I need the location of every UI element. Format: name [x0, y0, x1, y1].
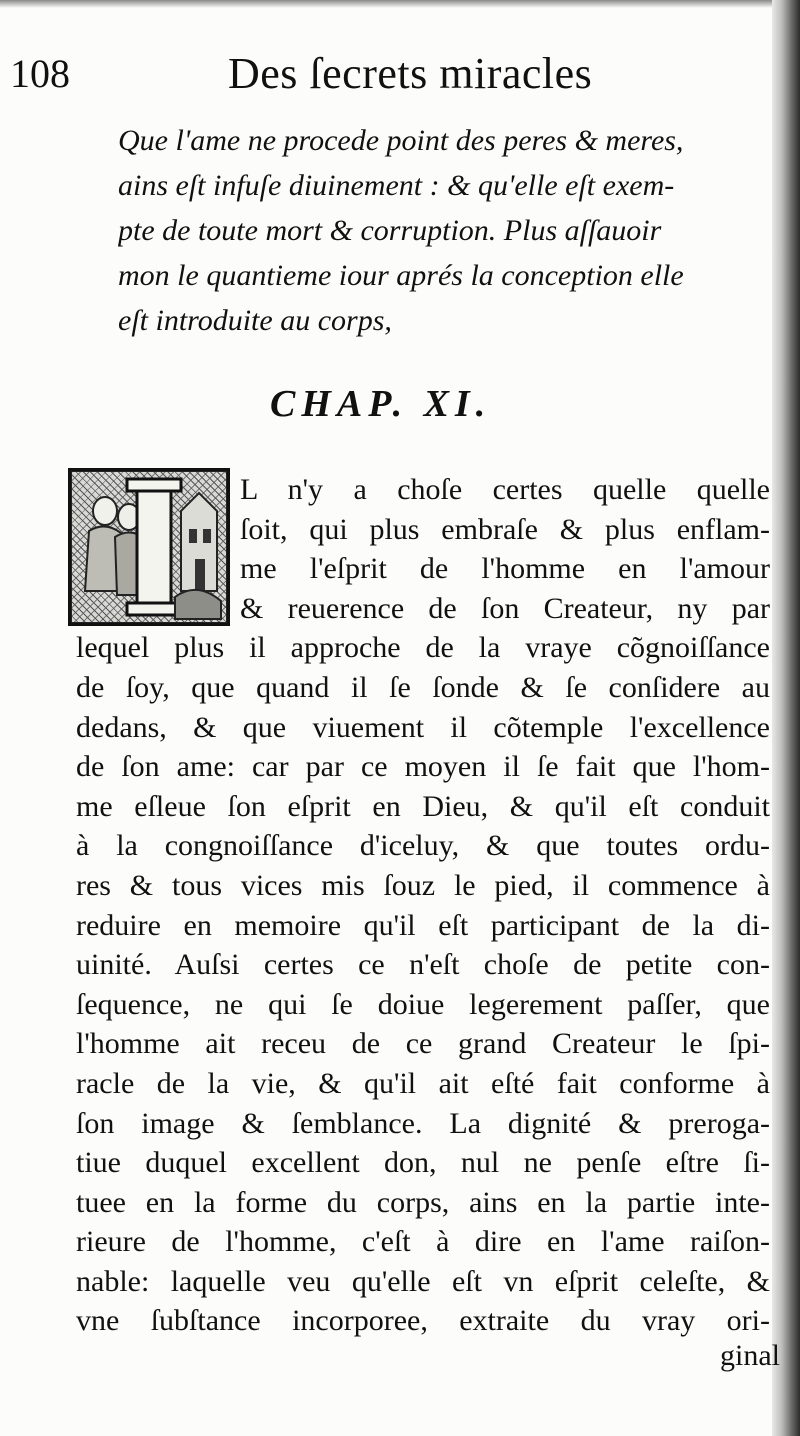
chapter-body — [76, 470, 770, 1341]
body-line: à la congnoiſſance d'iceluy, & que toutes ordu- — [76, 829, 770, 863]
body-line: me eſleue ſon eſprit en Dieu, & qu'il eſt conduit — [76, 789, 770, 823]
chapter-summary — [118, 118, 766, 343]
summary-line: mon le quantieme iour aprés la conception elle — [118, 259, 684, 292]
body-line: dedans, & que viuement il cõtemple l'excellence — [76, 710, 770, 744]
body-line: ſoit, qui plus embraſe & plus enflam- — [240, 512, 770, 546]
body-line: l'homme ait receu de ce grand Createur le ſpi- — [76, 1027, 770, 1061]
body-line: tuee en la forme du corps, ains en la partie inte- — [76, 1185, 770, 1219]
catchword: ginal — [720, 1339, 780, 1372]
body-line: reduire en memoire qu'il eſt participant de la di- — [76, 908, 770, 942]
body-line: de ſon ame: car par ce moyen il ſe fait que l'hom- — [76, 750, 770, 784]
body-line: de ſoy, que quand il ſe ſonde & ſe conſidere au — [76, 670, 770, 704]
body-line: lequel plus il approche de la vraye cõgnoiſſance — [76, 631, 770, 665]
running-title: Des ſecrets miracles — [228, 49, 593, 98]
summary-line: ains eſt infuſe diuinement : & qu'elle eſt exem- — [118, 169, 675, 202]
chapter-heading: CHAP. XI. — [270, 383, 492, 425]
body-line: racle de la vie, & qu'il ait eſté fait conforme à — [76, 1066, 770, 1100]
body-line: me l'eſprit de l'homme en l'amour — [240, 552, 770, 586]
summary-line: eſt introduite au corps, — [118, 304, 392, 337]
body-line: vne ſubſtance incorporee, extraite du vray ori- — [76, 1304, 770, 1338]
page-number: 108 — [10, 51, 70, 96]
body-line: tiue duquel excellent don, nul ne penſe eſtre ſi- — [76, 1146, 770, 1180]
summary-line: Que l'ame ne procede point des peres & meres, — [118, 124, 684, 157]
body-line: ſon image & ſemblance. La dignité & preroga- — [76, 1106, 770, 1140]
body-line: & reuerence de ſon Createur, ny par — [240, 591, 770, 625]
running-head — [10, 46, 770, 102]
scan-right-edge — [772, 0, 800, 1436]
body-line: res & tous vices mis ſouz le pied, il commence à — [76, 868, 770, 902]
summary-line: pte de toute mort & corruption. Plus aſſauoir — [118, 214, 662, 247]
body-line: ſequence, ne qui ſe doiue legerement paſſer, que — [76, 987, 770, 1021]
body-line: rieure de l'homme, c'eſt à dire en l'ame raiſon- — [76, 1225, 770, 1259]
body-line: uinité. Auſsi certes ce n'eſt choſe de petite con- — [76, 948, 770, 982]
scan-top-shadow — [0, 0, 800, 8]
body-line: nable: laquelle veu qu'elle eſt vn eſprit celeſte, & — [76, 1264, 770, 1298]
body-line: L n'y a choſe certes quelle quelle — [240, 473, 770, 506]
